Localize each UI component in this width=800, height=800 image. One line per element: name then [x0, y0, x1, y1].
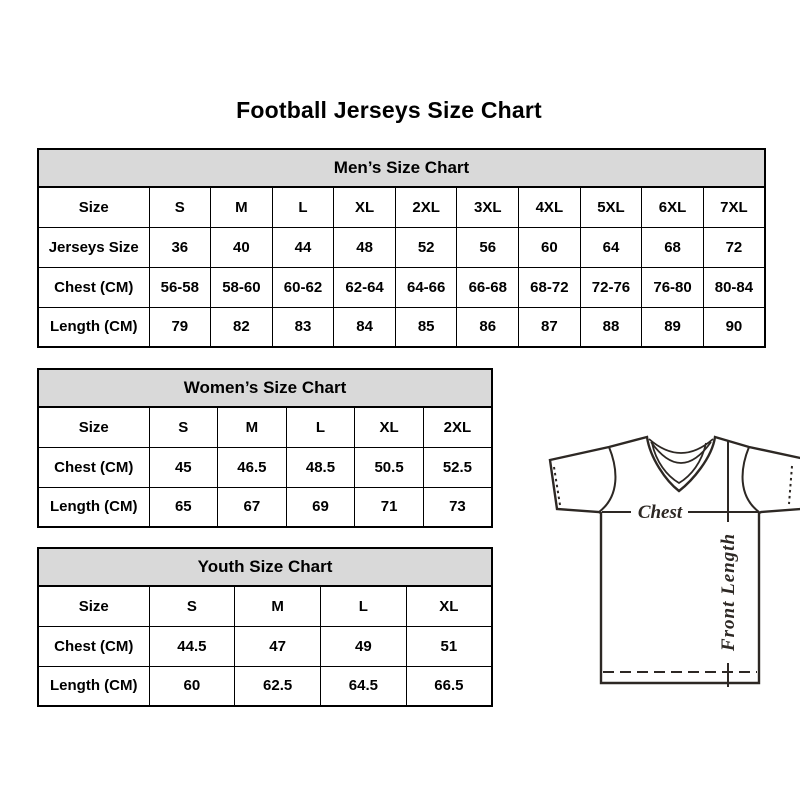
value-cell: 64-66: [395, 267, 457, 307]
value-cell: 90: [703, 307, 765, 347]
value-cell: 76-80: [642, 267, 704, 307]
row-label: Chest (CM): [38, 626, 149, 666]
value-cell: S: [149, 187, 211, 227]
row-label: Jerseys Size: [38, 227, 149, 267]
value-cell: 60-62: [272, 267, 334, 307]
value-cell: 58-60: [211, 267, 273, 307]
row-label: Size: [38, 187, 149, 227]
value-cell: 60: [149, 666, 235, 706]
value-cell: 89: [642, 307, 704, 347]
value-cell: 87: [519, 307, 581, 347]
chest-label: Chest: [637, 502, 683, 523]
value-cell: 56: [457, 227, 519, 267]
row-label: Length (CM): [38, 307, 149, 347]
value-cell: M: [235, 586, 321, 626]
value-cell: 85: [395, 307, 457, 347]
value-cell: 2XL: [395, 187, 457, 227]
right-cuff-stitch-line: [789, 466, 792, 504]
value-cell: 7XL: [703, 187, 765, 227]
value-cell: 82: [211, 307, 273, 347]
jersey-outline: [550, 437, 800, 683]
table-row: [38, 307, 765, 347]
value-cell: 52: [395, 227, 457, 267]
table-title: Youth Size Chart: [38, 548, 492, 586]
value-cell: 71: [355, 487, 424, 527]
value-cell: 47: [235, 626, 321, 666]
value-cell: 73: [423, 487, 492, 527]
table-row: [38, 447, 492, 487]
value-cell: 40: [211, 227, 273, 267]
value-cell: 84: [334, 307, 396, 347]
row-label: Length (CM): [38, 666, 149, 706]
value-cell: 49: [321, 626, 407, 666]
value-cell: XL: [355, 407, 424, 447]
value-cell: 50.5: [355, 447, 424, 487]
table-row: [38, 267, 765, 307]
value-cell: XL: [334, 187, 396, 227]
value-cell: 2XL: [423, 407, 492, 447]
table-row: [38, 666, 492, 706]
table-row: [38, 626, 492, 666]
page-title: Football Jerseys Size Chart: [236, 97, 542, 123]
value-cell: 68: [642, 227, 704, 267]
value-cell: XL: [406, 586, 492, 626]
value-cell: 6XL: [642, 187, 704, 227]
value-cell: 66-68: [457, 267, 519, 307]
value-cell: 64.5: [321, 666, 407, 706]
value-cell: M: [211, 187, 273, 227]
value-cell: 66.5: [406, 666, 492, 706]
womens-size-table: [37, 368, 493, 528]
table-row: [38, 586, 492, 626]
row-label: Size: [38, 586, 149, 626]
value-cell: 56-58: [149, 267, 211, 307]
value-cell: 88: [580, 307, 642, 347]
value-cell: 4XL: [519, 187, 581, 227]
value-cell: 45: [149, 447, 218, 487]
value-cell: L: [321, 586, 407, 626]
size-table: [37, 368, 493, 528]
value-cell: 3XL: [457, 187, 519, 227]
table-row: [38, 187, 765, 227]
jersey-measurement-diagram: [545, 426, 800, 692]
value-cell: 48: [334, 227, 396, 267]
value-cell: 64: [580, 227, 642, 267]
value-cell: 79: [149, 307, 211, 347]
value-cell: 80-84: [703, 267, 765, 307]
value-cell: 83: [272, 307, 334, 347]
value-cell: L: [286, 407, 355, 447]
value-cell: 46.5: [218, 447, 287, 487]
value-cell: S: [149, 407, 218, 447]
value-cell: 5XL: [580, 187, 642, 227]
value-cell: L: [272, 187, 334, 227]
value-cell: 69: [286, 487, 355, 527]
right-armhole-seam: [743, 447, 759, 512]
value-cell: 60: [519, 227, 581, 267]
value-cell: 72-76: [580, 267, 642, 307]
row-label: Length (CM): [38, 487, 149, 527]
table-title: Men’s Size Chart: [38, 149, 765, 187]
value-cell: 36: [149, 227, 211, 267]
row-label: Size: [38, 407, 149, 447]
value-cell: 86: [457, 307, 519, 347]
value-cell: 44: [272, 227, 334, 267]
size-table: [37, 148, 766, 348]
row-label: Chest (CM): [38, 267, 149, 307]
table-title: Women’s Size Chart: [38, 369, 492, 407]
row-label: Chest (CM): [38, 447, 149, 487]
mens-size-table: [37, 148, 766, 348]
front-length-label: Front Length: [718, 532, 739, 652]
value-cell: M: [218, 407, 287, 447]
youth-size-table: [37, 547, 493, 707]
table-row: [38, 227, 765, 267]
value-cell: S: [149, 586, 235, 626]
size-table: [37, 547, 493, 707]
value-cell: 62.5: [235, 666, 321, 706]
value-cell: 68-72: [519, 267, 581, 307]
value-cell: 48.5: [286, 447, 355, 487]
left-armhole-seam: [599, 447, 615, 512]
table-row: [38, 487, 492, 527]
value-cell: 67: [218, 487, 287, 527]
value-cell: 52.5: [423, 447, 492, 487]
value-cell: 44.5: [149, 626, 235, 666]
jersey-diagram-svg: [545, 426, 800, 692]
table-row: [38, 407, 492, 447]
value-cell: 51: [406, 626, 492, 666]
value-cell: 62-64: [334, 267, 396, 307]
value-cell: 65: [149, 487, 218, 527]
value-cell: 72: [703, 227, 765, 267]
